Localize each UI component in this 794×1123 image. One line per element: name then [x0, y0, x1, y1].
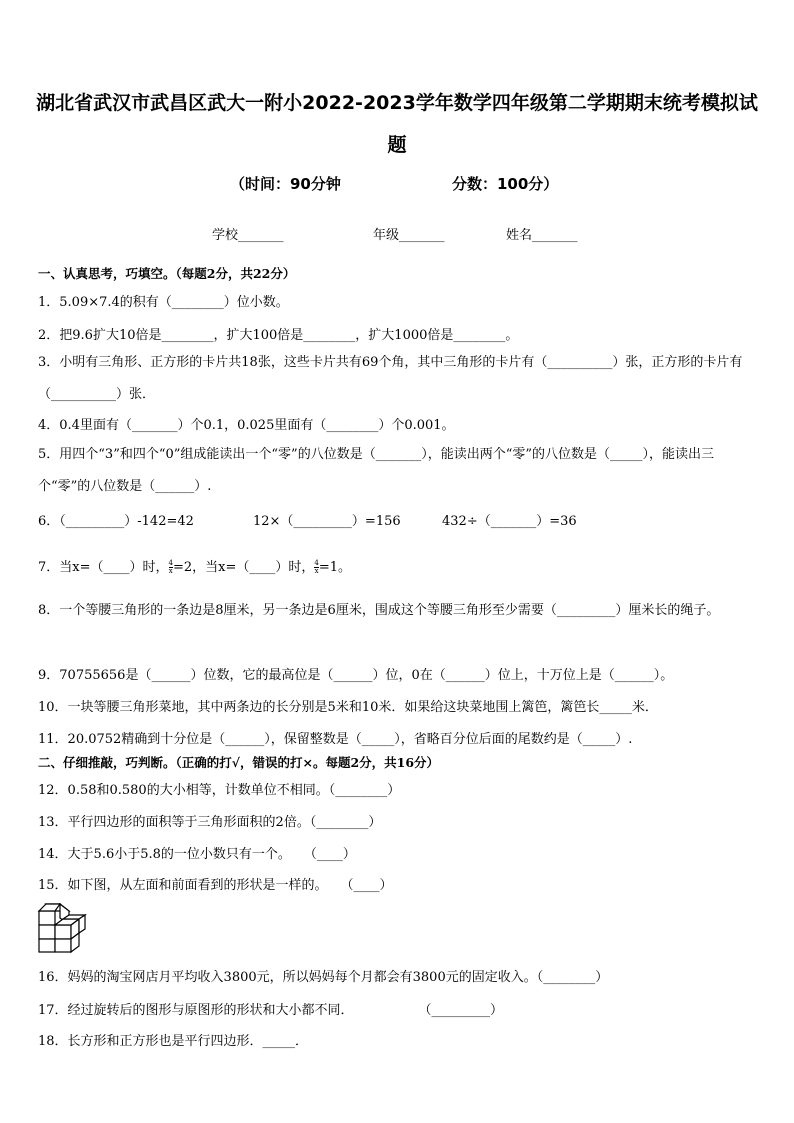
- section-heading-judgement: 二、仔细推敲，巧判断。（正确的打√，错误的打×。每题2分，共16分）: [38, 755, 440, 770]
- question-5: 5．用四个“3”和四个“0”组成能读出一个“零”的八位数是（_______），能读出两个“零”的八位数是（_____），能读出三个“零”的八位数是（______）.: [38, 447, 714, 494]
- question-16: 16．妈妈的淘宝网店月平均收入3800元，所以妈妈每个月都会有3800元的固定收入。（________）: [38, 970, 609, 985]
- question-4: 4．0.4里面有（_______）个0.1，0.025里面有（________）个0.001。: [38, 418, 455, 433]
- question-14: 14．大于5.6小于5.8的一位小数只有一个。 （____）: [38, 847, 356, 862]
- question-11: 11．20.0752精确到十分位是（______），保留整数是（_____），省略百分位后面的尾数约是（_____）.: [38, 732, 633, 747]
- question-3: 3．小明有三角形、正方形的卡片共18张，这些卡片共有69个角，其中三角形的卡片有（__________）张，正方形的卡片有（__________）张．: [38, 355, 743, 402]
- school-field: 学校_______: [212, 228, 284, 243]
- question-15: 15．如下图，从左面和前面看到的形状是一样的。 （____）: [38, 878, 393, 893]
- question-6a: 6．（_________）-142=42: [38, 514, 194, 529]
- question-13: 13．平行四边形的面积等于三角形面积的2倍。（________）: [38, 815, 382, 830]
- question-2: 2．把9.6扩大10倍是________，扩大100倍是________，扩大1000倍是________。: [38, 328, 519, 343]
- question-7-part2: =2，当x=（____）时，: [172, 560, 315, 575]
- fraction-4-over-x: $\frac{4}{x}$: [168, 559, 173, 575]
- question-10: 10．一块等腰三角形菜地，其中两条边的长分别是5米和10米．如果给这块菜地围上篱笆，篱笆长_____米．: [38, 700, 658, 715]
- grade-field: 年级_______: [373, 228, 445, 243]
- exam-score: 分数：100分）: [452, 175, 559, 193]
- question-1: 1．5.09×7.4的积有（________）位小数。: [38, 295, 289, 310]
- question-18: 18．长方形和正方形也是平行四边形．_____．: [38, 1034, 309, 1049]
- exam-title-continued: 题: [387, 134, 407, 156]
- question-6b: 12×（_________）=156: [253, 514, 401, 529]
- exam-title: 湖北省武汉市武昌区武大一附小2022-2023学年数学四年级第二学期期末统考模拟试: [36, 92, 758, 114]
- question-12: 12．0.58和0.580的大小相等，计数单位不相同。（________）: [38, 783, 401, 798]
- cube-stack-figure: [37, 903, 91, 953]
- question-9: 9．70755656是（______）位数，它的最高位是（______）位，0在（______）位上，十万位上是（______）。: [38, 668, 674, 683]
- question-8: 8．一个等腰三角形的一条边是8厘米，另一条边是6厘米，围成这个等腰三角形至少需要（_________）厘米长的绳子。: [38, 603, 720, 618]
- question-7-part1: 7．当x=（____）时，: [38, 560, 169, 575]
- exam-time: （时间：90分钟: [230, 175, 341, 193]
- section-heading-fill-in: 一、认真思考，巧填空。（每题2分，共22分）: [38, 266, 296, 281]
- question-17: 17．经过旋转后的图形与原图形的形状和大小都不同． （_________）: [38, 1003, 504, 1018]
- question-6c: 432÷（_______）=36: [442, 514, 577, 529]
- fraction-4-over-x: $\frac{4}{x}$: [314, 559, 319, 575]
- question-7: [38, 556, 351, 575]
- name-field: 姓名_______: [506, 228, 578, 243]
- question-7-part3: =1。: [318, 560, 351, 575]
